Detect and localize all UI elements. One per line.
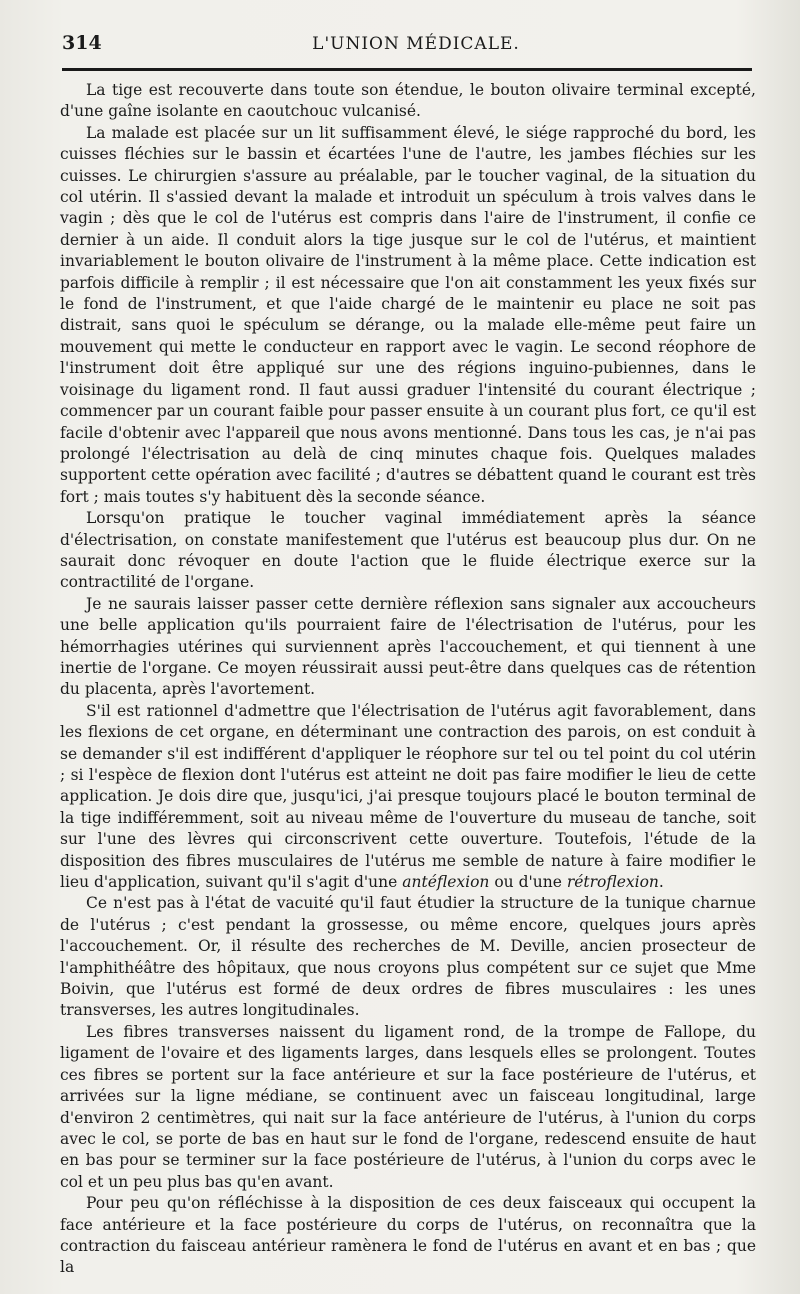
paragraph: Les fibres transverses naissent du ligament rond, de la trompe de Fallope, du ligament de l'ovaire et des ligaments larges, dans lesquels elles se prolongent. Toutes ces fibres se portent sur la face antérieure et sur la face postérieure de l'utérus, et arrivées sur la ligne médiane, se continuent avec un faisceau longitudinal, large d'environ 2 centimètres, qui nait sur la face antérieure de l'utérus, à l'union du corps avec le col, se porte de bas en haut sur le fond de l'organe, redescend ensuite de haut en bas pour se terminer sur la face postérieure de l'utérus, à l'union du corps avec le col et un peu plus bas qu'en avant. bbox=[60, 1022, 756, 1191]
page-header bbox=[60, 32, 752, 58]
connector-text: ou d'une bbox=[489, 873, 567, 892]
italic-term-retroflexion: rétroflexion bbox=[566, 873, 659, 892]
paragraph: Je ne saurais laisser passer cette dernière réflexion sans signaler aux accoucheurs une belle application qu'ils pourraient faire de l'électrisation de l'utérus, pour les hémorrhagies utérines qui surviennent après l'accouchement, et qui tiennent à une inertie de l'organe. Ce moyen réussirait aussi peut-être dans quelques cas de rétention du placenta, après l'avortement. bbox=[60, 594, 756, 699]
paragraph: Pour peu qu'on réfléchisse à la disposition de ces deux faisceaux qui occupent la face antérieure et la face postérieure du corps de l'utérus, on reconnaîtra que la contraction du faisceau antérieur ramènera le fond de l'utérus en avant et en bas ; que la bbox=[60, 1194, 756, 1277]
sentence-end: . bbox=[658, 873, 664, 892]
paragraph-text: S'il est rationnel d'admettre que l'électrisation de l'utérus agit favorablement, dans les flexions de cet organe, en déterminant une contraction des parois, on est conduit à se demander s'il est indifférent d'appliquer le réophore sur tel ou tel point du col utérin ; si l'espèce de flexion dont l'utérus est atteint ne doit pas faire modifier le lieu de cette application. Je dois dire que, jusqu'ici, j'ai presque toujours placé le bouton terminal de la tige indifféremment, soit au niveau même de l'ouverture du museau de tanche, soit sur l'une des lèvres qui circonscrivent cette ouverture. Toutefois, l'étude de la disposition des fibres musculaires de l'utérus me semble de nature à faire modifier le lieu d'application, suivant qu'il s'agit d'une bbox=[60, 701, 756, 892]
header-rule bbox=[62, 68, 752, 71]
body-text bbox=[60, 80, 756, 1279]
running-title: L'UNION MÉDICALE. bbox=[312, 34, 520, 54]
paragraph: Lorsqu'on pratique le toucher vaginal immédiatement après la séance d'électrisation, on constate manifestement que l'utérus est beaucoup plus dur. On ne saurait donc révoquer en doute l'action que le fluide électrique exerce sur la contractilité de l'organe. bbox=[60, 509, 756, 592]
page-number: 314 bbox=[62, 32, 102, 54]
paragraph: La tige est recouverte dans toute son étendue, le bouton olivaire terminal excepté, d'une gaîne isolante en caoutchouc vulcanisé. bbox=[60, 81, 756, 121]
paragraph-flexion bbox=[60, 701, 756, 894]
italic-term-anteflexion: antéflexion bbox=[402, 873, 490, 892]
paragraph: Ce n'est pas à l'état de vacuité qu'il faut étudier la structure de la tunique charnue de l'utérus ; c'est pendant la grossesse, ou même encore, quelques jours après l'accouchement. Or, il résulte des recherches de M. Deville, ancien prosecteur de l'amphithéâtre des hôpitaux, que nous croyons plus compétent sur ce sujet que Mme Boivin, que l'utérus est formé de deux ordres de fibres musculaires : les unes transverses, les autres longitudinales. bbox=[60, 894, 756, 1020]
paragraph: La malade est placée sur un lit suffisamment élevé, le siége rapproché du bord, les cuisses fléchies sur le bassin et écartées l'une de l'autre, les jambes fléchies sur les cuisses. Le chirurgien s'assure au préalable, par le toucher vaginal, de la situation du col utérin. Il s'assied devant la malade et introduit un spéculum à trois valves dans le vagin ; dès que le col de l'utérus est compris dans l'aire de l'instrument, il confie ce dernier à un aide. Il conduit alors la tige jusque sur le col de l'utérus, et maintient invariablement le bouton olivaire de l'instrument à la même place. Cette indication est parfois difficile à remplir ; il est nécessaire que l'on ait constamment les yeux fixés sur le fond de l'instrument, et que l'aide chargé de le maintenir eu place ne soit pas distrait, sans quoi le spéculum se dérange, ou la malade elle-même peut faire un mouvement qui mette le conducteur en rapport avec le vagin. Le second réophore de l'instrument doit être appliqué sur une des régions inguino-pubiennes, dans le voisinage du ligament rond. Il faut aussi graduer l'intensité du courant électrique ; commencer par un courant faible pour passer ensuite à un courant plus fort, ce qu'il est facile d'obtenir avec l'appareil que nous avons mentionné. Dans tous les cas, je n'ai pas prolongé l'électrisation au delà de cinq minutes chaque fois. Quelques malades supportent cette opération avec facilité ; d'autres se débattent quand le courant est très fort ; mais toutes s'y habituent dès la seconde séance. bbox=[60, 123, 756, 506]
